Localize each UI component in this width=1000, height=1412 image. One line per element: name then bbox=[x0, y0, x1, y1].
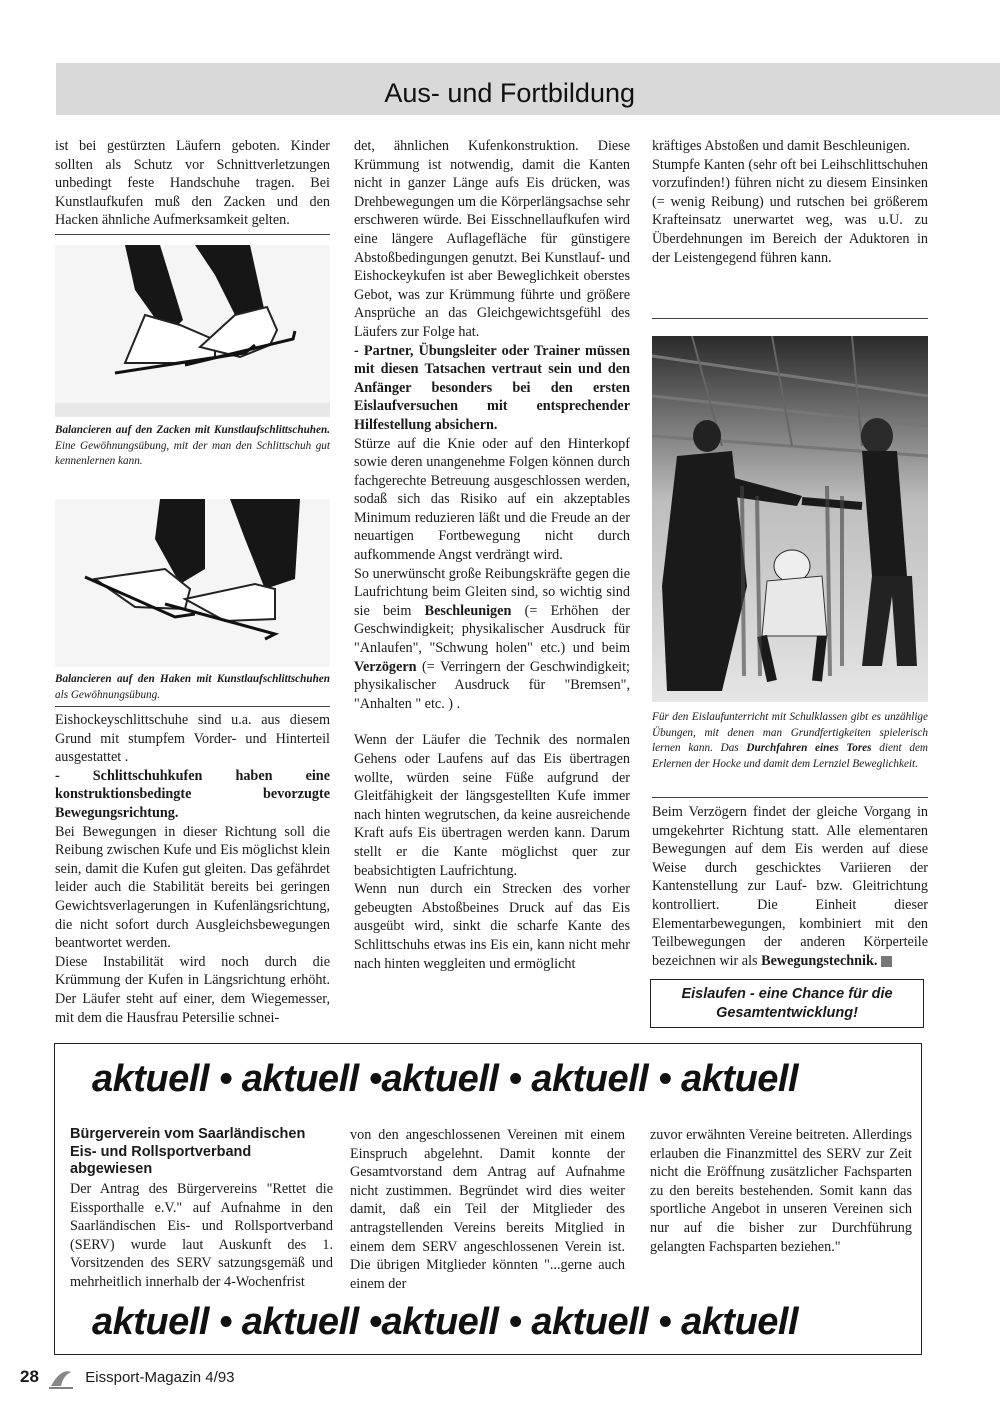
divider bbox=[652, 318, 928, 319]
caption-photo2: Balancieren auf den Haken mit Kunstlaufschlittschuhen als Gewöhnungsübung. bbox=[55, 673, 330, 701]
callout-box: Eislaufen - eine Chance für die Gesamtentwicklung! bbox=[650, 979, 924, 1028]
news-col3: zuvor erwähnten Vereine beitreten. Allerdings erlauben die Finanzmittel des SERV zur Zeit nicht die Eröffnung zusätzlicher Fachsparten zu den bereits bestehenden. Somit kann das sportliche Angebot in unseren Vereinen sich nur auf die bisher zur Durchführung gelangten Fachsparten beziehen." bbox=[650, 1127, 912, 1255]
divider bbox=[55, 706, 330, 707]
aktuell-banner-bottom: aktuell • aktuell •aktuell • aktuell • aktuell bbox=[92, 1301, 799, 1343]
col1-intro: ist bei gestürzten Läufern geboten. Kinder sollten als Schutz vor Schnittverletzungen unbedingt feste Handschuhe tragen. Bei Kunstlaufkufen muß den Zacken und den Hacken ähnliche Aufmerksamkeit gelten. bbox=[55, 138, 330, 229]
news-headline: Bürgerverein vom Saarländischen Eis- und Rollsportverband abgewiesen bbox=[70, 1126, 306, 1177]
news-col1: Der Antrag des Bürgervereins "Rettet die Eissporthalle e.V." auf Aufnahme in den Saarländischen Eis- und Rollsportverband (SERV) wurde laut Auskunft des 1. Vorsitzenden des SERV satzungsgemäß und mehrheitlich innerhalb der 4-Wochenfrist bbox=[70, 1181, 333, 1290]
divider bbox=[55, 234, 330, 235]
divider bbox=[652, 797, 928, 798]
col2-body: det, ähnlichen Kufenkonstruktion. Diese Krümmung ist notwendig, damit die Kanten nicht in ganzer Länge aufs Eis drücken, was Drehbewegungen um die Körperlängsachse sehr erschweren würde. Bei Eisschnellaufkufen wird eine längere Auflagefläche für günstigere Abstoßbedingungen genutzt. Bei Kunstlauf- und Eishockeykufen ist aber Beweglichkeit oberstes Gebot, was zur Krümmung führte und größere Ansprüche an das Gleichgewichtsgefühl des Läufers zur Folge hat. - Partner, Übungsleiter oder Trainer müssen mit diesen Tatsachen vertraut sein und den Anfänger besonders bei den ersten Eislaufversuchen mit entsprechender Hilfestellung absichern. Stürze auf die Knie oder auf den Hinterkopf sowie deren unangenehme Folgen können durch fachgerechte Betreuung ausgeschlossen werden, sodaß sich das Risiko auf ein akzeptables Minimum reduzieren läßt und die Freude an der neuartigen Fortbewegung nicht durch aufkommende Angst verdrängt wird. So unerwünscht große Reibungskräfte gegen die Laufrichtung beim Gleiten sind, so wichtig sind sie beim Beschleunigen (= Erhöhen der Geschwindigkeit; physikalischer Ausdruck für "Anlaufen", "Schwung holen" etc.) und beim Verzögern (= Verringern der Geschwindigkeit; physikalischer Ausdruck für "Bremsen", "Anhalten " etc. ) . Wenn der Läufer die Technik des normalen Gehens oder Laufens auf das Eis übertragen wollte, würden seine Füße aufgrund der Gleitfähigkeit der längsgestellten Kufe immer nach hinten wegrutschen, da keine ausreichende Kraft aufs Eis übertragen werden kann. Darum stellt er die Kante möglichst quer zur beabsichtigten Laufrichtung. Wenn nun durch ein Strecken des vorher gebeugten Abstoßbeines Druck auf das Eis ausgeübt wird, sinkt die scharfe Kante des Schlittschuhs etwas ins Eis ein, kann nicht mehr nach hinten weggleiten und ermöglicht bbox=[354, 138, 630, 972]
news-col2: von den angeschlossenen Vereinen mit einem Einspruch abgelehnt. Damit konnte der Gesamtvorstand dem Antrag auf Aufnahme nicht zustimmen. Begründet wird dies weiter damit, daß ein Teil der Mitglieder des antragstellenden Vereins bereits Mitglied in einem dem SERV angeschlossenen Verein ist. Die übrigen Mitglieder könnten "...gerne auch einem der bbox=[350, 1127, 625, 1292]
magazine-name: Eissport-Magazin 4/93 bbox=[85, 1368, 235, 1386]
page-number: 28 bbox=[20, 1366, 39, 1386]
photo-class-ice-gate bbox=[652, 336, 928, 702]
col3-intro: kräftiges Abstoßen und damit Beschleunigen. Stumpfe Kanten (sehr oft bei Leihschlittschuhen vorzufinden!) führen nicht zu diesem Einsinken (= wenig Reibung) und rutschen bei größerem Krafteinsatz unerwartet weg, was u.U. zu Überdehnungen im Bereich der Aduktoren in der Leistengegend führen kann. bbox=[652, 138, 928, 266]
aktuell-banner-top: aktuell • aktuell •aktuell • aktuell • aktuell bbox=[92, 1058, 799, 1100]
caption-photo1: Balancieren auf den Zacken mit Kunstlaufschlittschuhen. Eine Gewöhnungsübung, mit der man den Schlittschuh gut kennenlernen kann. bbox=[55, 424, 330, 467]
page-footer bbox=[20, 1366, 235, 1390]
photo-skates-toes bbox=[55, 245, 330, 417]
col1-body: Eishockeyschlittschuhe sind u.a. aus diesem Grund mit stumpfem Vorder- und Hinterteil ausgestattet . - Schlittschuhkufen haben eine konstruktionsbedingte bevorzugte Bewegungsrichtung. Bei Bewegungen in dieser Richtung soll die Reibung zwischen Kufe und Eis möglichst klein sein, damit die Kufen gut gleiten. Das gefährdet leider auch die Stabilität bereits bei geringen Gewichtsverlagerungen in Kufenlängsrichtung, die nicht sofort durch Ausgleichsbewegungen beantwortet werden. Diese Instabilität wird noch durch die Krümmung der Kufen in Längsrichtung erhöht. Der Läufer steht auf einer, dem Wiegemesser, mit dem die Hausfrau Petersilie schnei- bbox=[55, 712, 330, 1026]
section-title: Aus- und Fortbildung bbox=[384, 78, 635, 108]
skater-logo-icon bbox=[47, 1366, 75, 1390]
caption-photo3: Für den Eislaufunterricht mit Schulklassen gibt es unzählige Übungen, mit denen man Grundfertigkeiten spielerisch lernen kann. Das Durchfahren eines Tores dient dem Erlernen der Hocke und damit dem Lernziel Beweglichkeit. bbox=[652, 711, 928, 770]
col3-body: Beim Verzögern findet der gleiche Vorgang in umgekehrter Richtung statt. Alle elementaren Bewegungen auf dem Eis werden auf diese Weise durch geschicktes Variieren der Kantenstellung zur Lauf- bzw. Gleitrichtung kontrolliert. Die Einheit dieser Elementarbewegungen, kombiniert mit den Teilbewegungen der anderen Körperteile bezeichnen wir als Bewegungstechnik. bbox=[652, 804, 928, 969]
photo-skates-heels bbox=[55, 499, 330, 667]
end-mark-icon bbox=[881, 956, 892, 967]
